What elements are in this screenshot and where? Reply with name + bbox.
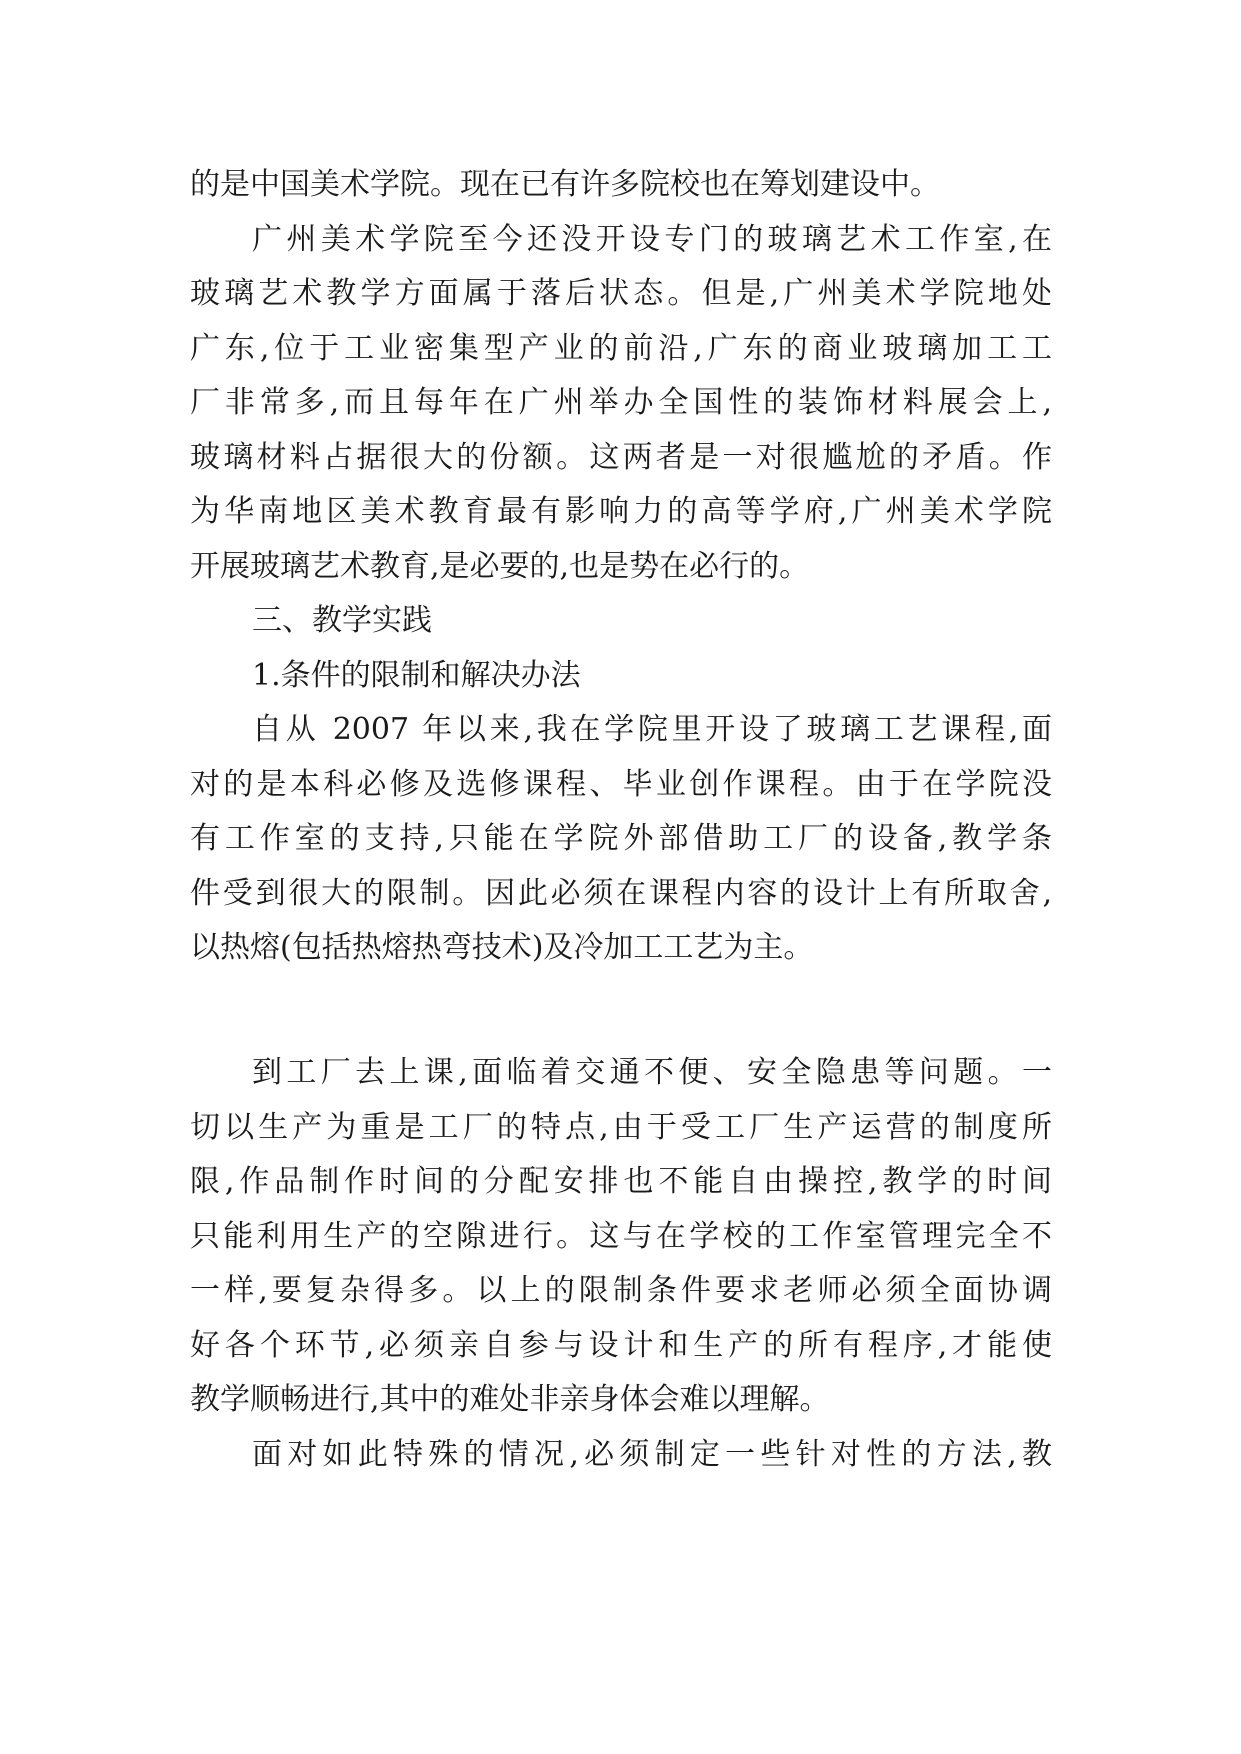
- paragraph-line: 到工厂去上课,面临着交通不便、安全隐患等问题。一: [252, 1055, 1052, 1090]
- paragraph-line: 面对如此特殊的情况,必须制定一些针对性的方法,教: [252, 1436, 1052, 1472]
- paragraph-line: 的是中国美术学院。现在已有许多院校也在筹划建设中。: [190, 167, 940, 202]
- paragraph-line: 教学顺畅进行,其中的难处非亲身体会难以理解。: [190, 1382, 830, 1417]
- paragraph-line: 玻璃艺术教学方面属于落后状态。但是,广州美术学院地处: [190, 276, 1052, 311]
- text-block-lower: [190, 1046, 1052, 1482]
- subsection-heading: 1.条件的限制和解决办法: [252, 657, 581, 693]
- paragraph-line: 对的是本科必修及选修课程、毕业创作课程。由于在学院没: [190, 766, 1052, 802]
- paragraph-line: 有工作室的支持,只能在学院外部借助工厂的设备,教学条: [190, 821, 1052, 856]
- text-block-upper: [190, 158, 1052, 976]
- paragraph-line: 一样,要复杂得多。以上的限制条件要求老师必须全面协调: [190, 1273, 1052, 1308]
- paragraph-line: 玻璃材料占据很大的份额。这两者是一对很尴尬的矛盾。作: [190, 439, 1052, 475]
- paragraph-line: 广东,位于工业密集型产业的前沿,广东的商业玻璃加工工: [190, 330, 1052, 366]
- paragraph-line: 件受到很大的限制。因此必须在课程内容的设计上有所取舍,: [190, 875, 1052, 911]
- paragraph-line: 切以生产为重是工厂的特点,由于受工厂生产运营的制度所: [190, 1109, 1052, 1145]
- paragraph-line: 为华南地区美术教育最有影响力的高等学府,广州美术学院: [190, 494, 1052, 529]
- paragraph-line: 广州美术学院至今还没开设专门的玻璃艺术工作室,在: [252, 221, 1052, 257]
- paragraph-line: 自从 2007 年以来,我在学院里开设了玻璃工艺课程,面: [252, 712, 1052, 747]
- section-heading: 三、教学实践: [252, 603, 432, 638]
- paragraph-line: 限,作品制作时间的分配安排也不能自由操控,教学的时间: [190, 1164, 1052, 1199]
- paragraph-line: 厂非常多,而且每年在广州举办全国性的装饰材料展会上,: [190, 385, 1052, 420]
- paragraph-line: 开展玻璃艺术教育,是必要的,也是势在必行的。: [190, 548, 810, 584]
- paragraph-line: 以热熔(包括热熔热弯技术)及冷加工工艺为主。: [190, 930, 814, 965]
- paragraph-line: 好各个环节,必须亲自参与设计和生产的所有程序,才能使: [190, 1327, 1052, 1363]
- paragraph-line: 只能利用生产的空隙进行。这与在学校的工作室管理完全不: [190, 1218, 1052, 1254]
